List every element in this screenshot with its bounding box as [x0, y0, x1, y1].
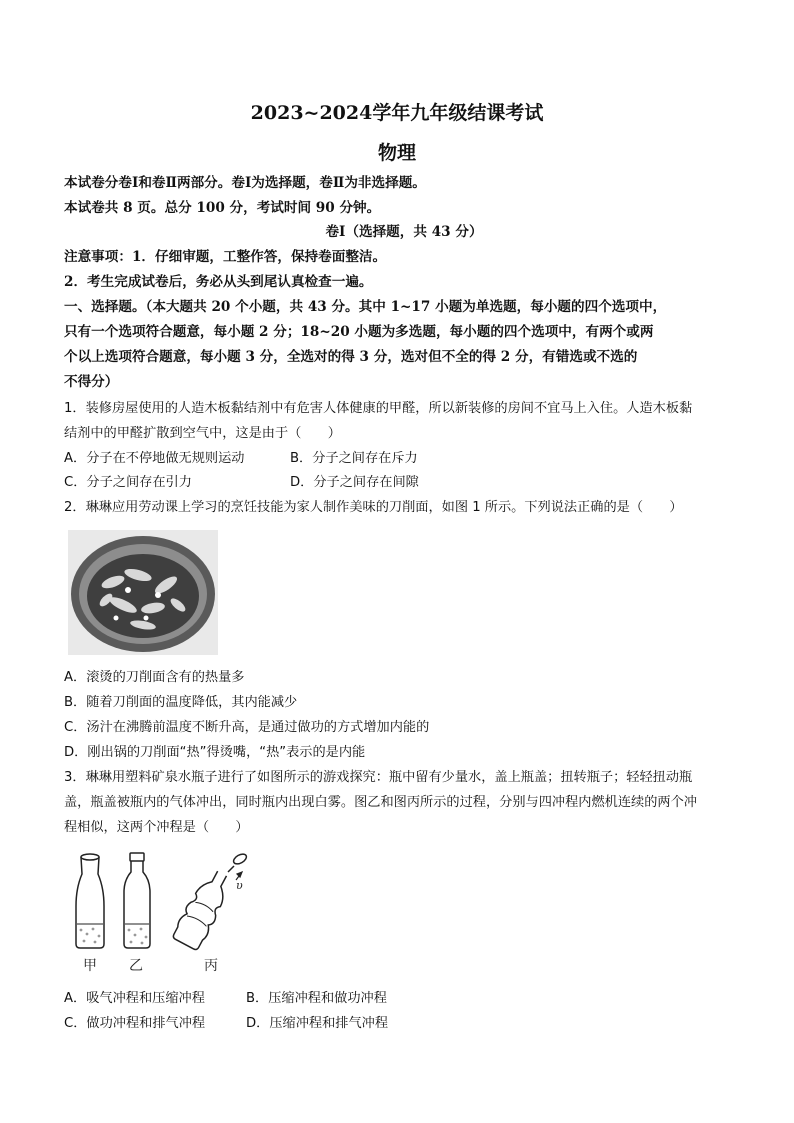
q2-option-a: A．滚烫的刀削面含有的热量多 [64, 670, 245, 685]
notice-line-1: 注意事项：1．仔细审题，工整作答，保持卷面整洁。 [64, 249, 387, 265]
q3-stem-line-2: 盖，瓶盖被瓶内的气体冲出，同时瓶内出现白雾。图乙和图丙所示的过程，分别与四冲程内燃机连续的两个冲 [64, 795, 697, 810]
intro-line-1: 本试卷分卷Ⅰ和卷Ⅱ两部分。卷Ⅰ为选择题，卷Ⅱ为非选择题。 [64, 175, 426, 191]
noodle-bowl-figure [68, 530, 218, 655]
flying-cap [228, 852, 248, 872]
q1-option-a: A．分子在不停地做无规则运动 [64, 451, 245, 466]
section-instructions-1: 一、选择题。（本大题共 20 个小题，共 43 分。其中 1~17 小题为单选题，每小题的四个选项中， [64, 299, 667, 315]
q2-stem: 2．琳琳应用劳动课上学习的烹饪技能为家人制作美味的刀削面，如图 1 所示。下列说法正确的是（ ） [64, 500, 683, 515]
volume-heading: 卷Ⅰ（选择题，共 43 分） [325, 224, 483, 240]
q2-option-b: B．随着刀削面的温度降低，其内能减少 [64, 695, 298, 710]
q3-stem-line-1: 3．琳琳用塑料矿泉水瓶子进行了如图所示的游戏探究：瓶中留有少量水，盖上瓶盖；扭转瓶子；轻轻扭动瓶 [64, 770, 693, 785]
intro-line-2: 本试卷共 8 页。总分 100 分，考试时间 90 分钟。 [64, 200, 381, 216]
q1-option-c: C．分子之间存在引力 [64, 475, 192, 490]
q1-option-b: B．分子之间存在斥力 [290, 451, 418, 466]
q1-option-d: D．分子之间存在间隙 [290, 475, 419, 490]
section-instructions-4: 不得分） [64, 374, 119, 390]
bottle-jia [76, 854, 104, 948]
bottle-experiment-figure [66, 848, 266, 978]
q3-stem-line-3: 程相似，这两个冲程是（ ） [64, 820, 249, 835]
q3-option-d: D．压缩冲程和排气冲程 [246, 1016, 389, 1031]
exam-title: 2023~2024学年九年级结课考试 [250, 102, 544, 124]
figure-label-yi: 乙 [129, 958, 143, 974]
q2-option-d: D．刚出锅的刀削面“热”得烫嘴，“热”表示的是内能 [64, 745, 366, 760]
section-instructions-2: 只有一个选项符合题意，每小题 2 分；18~20 小题为多选题，每小题的四个选项中，有两个或两 [64, 324, 654, 340]
q3-option-a: A．吸气冲程和压缩冲程 [64, 991, 205, 1006]
q3-option-c: C．做功冲程和排气冲程 [64, 1016, 206, 1031]
q1-stem-line-2: 结剂中的甲醛扩散到空气中，这是由于（ ） [64, 426, 341, 441]
bottle-bing [171, 866, 236, 951]
figure-label-jia: 甲 [83, 958, 97, 974]
velocity-label: υ [236, 879, 243, 892]
q2-option-c: C．汤汁在沸腾前温度不断升高，是通过做功的方式增加内能的 [64, 720, 430, 735]
q3-option-b: B．压缩冲程和做功冲程 [246, 991, 387, 1006]
subject-title: 物理 [377, 142, 416, 164]
notice-line-2: 2．考生完成试卷后，务必从头到尾认真检查一遍。 [64, 274, 373, 290]
section-instructions-3: 个以上选项符合题意，每小题 3 分，全选对的得 3 分，选对但不全的得 2 分，有错选或不选的 [64, 349, 638, 365]
figure-label-bing: 丙 [204, 958, 218, 974]
bottle-yi [124, 853, 150, 948]
q1-stem-line-1: 1．装修房屋使用的人造木板黏结剂中有危害人体健康的甲醛，所以新装修的房间不宜马上入住。人造木板黏 [64, 401, 693, 416]
